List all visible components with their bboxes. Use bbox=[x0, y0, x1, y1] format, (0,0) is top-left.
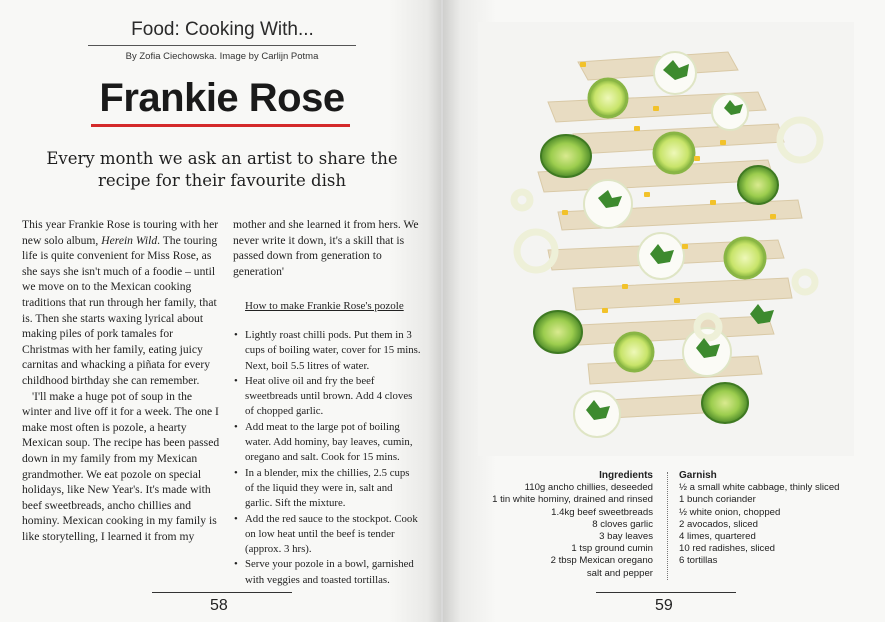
ingredient-item: 3 bay leaves bbox=[599, 531, 653, 543]
recipe-step: • Serve your pozole in a bowl, garnished with veggies and toasted tortillas. bbox=[233, 557, 421, 588]
ingredients-list bbox=[463, 470, 653, 580]
recipe-steps bbox=[233, 328, 421, 588]
garnish-item: 1 bunch coriander bbox=[679, 494, 756, 506]
album-title: Herein Wild bbox=[101, 233, 158, 247]
garnish-item: 4 limes, quartered bbox=[679, 531, 756, 543]
article-title: Frankie Rose bbox=[99, 76, 345, 120]
recipe-step: • Add meat to the large pot of boiling water. Add hominy, bay leaves, cumin, oregano and salt. Cook for 15 mins. bbox=[233, 420, 421, 466]
ingredient-item: 1 tin white hominy, drained and rinsed bbox=[492, 494, 653, 506]
ingredient-item: 1 tsp ground cumin bbox=[571, 543, 653, 555]
garnish-item: ½ a small white cabbage, thinly sliced bbox=[679, 482, 840, 494]
garnish-list bbox=[679, 470, 879, 568]
left-page bbox=[0, 0, 441, 622]
standfirst: Every month we ask an artist to share the recipe for their favourite dish bbox=[46, 149, 398, 190]
ingredient-item: 1.4kg beef sweetbreads bbox=[551, 506, 653, 518]
paragraph-text: . The touring life is quite convenient for Miss Rose, as she says she isn't much of a foodie – until we move on to the Mexican cooking traditions that run through her family, that is. Then she starts waxing lyrical about making piles of pork tamales for Christmas with her family, eating juicy carnitas and whacking a piñata for every childhood birthday she can remember. bbox=[22, 233, 218, 387]
footer-rule bbox=[152, 592, 292, 593]
recipe-heading: How to make Frankie Rose's pozole bbox=[245, 300, 404, 313]
ingredient-item: 8 cloves garlic bbox=[592, 518, 653, 530]
paragraph: 'I'll make a huge pot of soup in the winter and live off it for a week. The one I make most often is pozole, a hearty Mexican soup. The recipe has been passed down in my family from my Mexican grandmother. We eat pozole on special holidays, like New Year's. It's made with beef sweetbreads, ancho chillies and hominy. Mexican cooking in my family is like storytelling, I learned it from my bbox=[22, 389, 220, 543]
footer-rule bbox=[596, 592, 736, 593]
column-divider bbox=[667, 472, 668, 580]
garnish-item: 10 red radishes, sliced bbox=[679, 543, 775, 555]
recipe-step: • In a blender, mix the chillies, 2.5 cups of the liquid they were in, salt and garlic. Sift the mixture. bbox=[233, 466, 421, 512]
recipe-step: • Lightly roast chilli pods. Put them in 3 cups of boiling water, cover for 15 mins. Next, boil 5.5 litres of water. bbox=[233, 328, 421, 374]
garnish-item: ½ white onion, chopped bbox=[679, 506, 781, 518]
body-column-1 bbox=[22, 217, 220, 544]
section-heading: Food: Cooking With... bbox=[131, 19, 314, 40]
paragraph bbox=[22, 217, 220, 389]
body-column-2 bbox=[233, 217, 421, 588]
food-arrangement-illustration bbox=[478, 22, 854, 456]
recipe-step: • Add the red sauce to the stockpot. Cook on low heat until the beef is tender (approx. 3 hrs). bbox=[233, 512, 421, 558]
garnish-item: 2 avocados, sliced bbox=[679, 518, 758, 530]
paragraph-text: This year Frankie Rose is touring with her new solo album, bbox=[22, 218, 219, 247]
ingredients-heading: Ingredients bbox=[599, 470, 653, 481]
title-underline bbox=[91, 124, 350, 127]
heading-rule bbox=[88, 45, 356, 46]
page-number: 58 bbox=[210, 597, 228, 614]
ingredient-item: salt and pepper bbox=[586, 567, 653, 579]
ingredient-item: 110g ancho chillies, deseeded bbox=[524, 482, 653, 494]
byline: By Zofia Ciechowska. Image by Carlijn Potma bbox=[125, 51, 319, 62]
food-photo bbox=[478, 22, 854, 456]
recipe-step: • Heat olive oil and fry the beef sweetbreads until brown. Add 4 cloves of chopped garlic. bbox=[233, 374, 421, 420]
paragraph: mother and she learned it from hers. We never write it down, it's a skill that is passed down from generation to generation' bbox=[233, 218, 419, 278]
garnish-heading: Garnish bbox=[679, 470, 717, 481]
garnish-item: 6 tortillas bbox=[679, 555, 718, 567]
page-number: 59 bbox=[655, 597, 673, 614]
ingredient-item: 2 tbsp Mexican oregano bbox=[550, 555, 653, 567]
